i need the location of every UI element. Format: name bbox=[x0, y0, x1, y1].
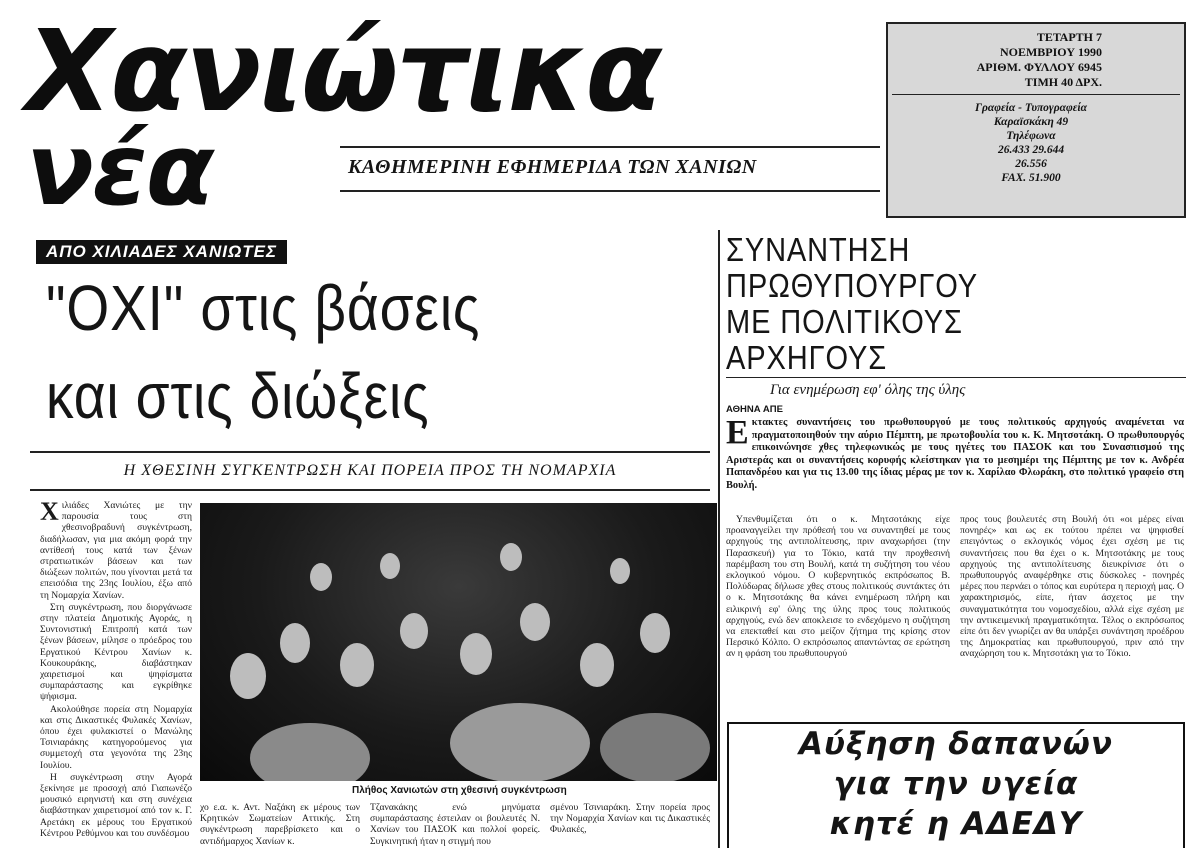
side-title-line: ΑΡΧΗΓΟΥΣ bbox=[726, 339, 888, 376]
headline-rule bbox=[30, 451, 710, 453]
side-story-lead bbox=[726, 417, 1184, 513]
side-story-column-1 bbox=[726, 514, 950, 718]
issue-price: ΤΙΜΗ 40 ΔΡΧ. bbox=[1024, 75, 1102, 89]
side-story-column-2 bbox=[960, 514, 1184, 718]
adedy-advert bbox=[727, 722, 1185, 848]
main-story-column-2 bbox=[200, 802, 360, 848]
advert-line: κητέ η ΑΔΕΔΥ bbox=[829, 806, 1083, 842]
drop-cap: Χ bbox=[40, 500, 59, 526]
main-headline-line2: και στις διώξεις bbox=[46, 360, 430, 432]
subhead-rule bbox=[30, 489, 710, 491]
main-headline-line1: "ΟΧΙ" στις βάσεις bbox=[46, 272, 481, 344]
tagline-rule-bottom bbox=[340, 190, 880, 192]
main-story-paragraph: σμένου Τσινιαράκη. Στην πορεία προς την Νομαρχία Χανίων και τις Δικαστικές Φυλακές, bbox=[550, 802, 710, 836]
main-story-lead: ιλιάδες Χανιώτες με την παρουσία τους στη χθεσινοβραδυνή συγκέντρωση, διαδήλωσαν, για μια ακόμη φορά την αντίθεσή τους κατά των ξένων στρατιωτικών βάσεων και των διώξεων πολιτών, που γίνονται μετά τα επεισόδια της 23ης Ιουλίου, έξω από τη Νομαρχία Χανίων. bbox=[40, 500, 192, 601]
issue-number: ΑΡΙΘΜ. ΦΥΛΛΟΥ 6945 bbox=[976, 60, 1102, 74]
advert-line: Αύξηση δαπανών bbox=[799, 726, 1113, 762]
main-story-column-3 bbox=[370, 802, 540, 848]
side-title-line: ΠΡΩΘΥΠΟΥΡΓΟΥ bbox=[726, 267, 979, 304]
main-story-paragraph: Ακολούθησε πορεία στη Νομαρχία και στις Δικαστικές Φυλακές Χανίων, όπου έχει φυλακιστεί ο Μανώλης Τσινιαράκης κατηγορούμενος για συμμετοχή στα γεγονότα της 23ης Ιουλίου. bbox=[40, 703, 192, 771]
masthead-subtitle: νέα bbox=[26, 111, 213, 228]
side-story-title bbox=[726, 232, 1012, 376]
publisher-address bbox=[888, 95, 1184, 185]
tagline-rule-top bbox=[340, 146, 880, 148]
address-line: 26.556 bbox=[1015, 158, 1047, 170]
issue-info-box bbox=[886, 22, 1186, 218]
side-title-rule bbox=[726, 377, 1186, 378]
issue-day: ΤΕΤΑΡΤΗ 7 bbox=[1036, 30, 1102, 44]
masthead-tagline: ΚΑΘΗΜΕΡΙΝΗ ΕΦΗΜΕΡΙΔΑ ΤΩΝ ΧΑΝΙΩΝ bbox=[348, 156, 757, 178]
side-story-paragraph: προς τους βουλευτές στη Βουλή ότι «οι μέρες είναι πονηρές» και ως εκ τούτου πρέπει να ψηφισθεί επειγόντως ο εκλογικός νόμος έχει σχέση με τις συναντήσεις που θα έχει ο κ. Μητσοτάκης με τους αρχηγούς της αντιπολίτευσης διευκρίνισε ότι ο πρωθυπουργός αναφέρθηκε στις δύσκολες - πονηρές μέρες που περνάει ο τόπος και ευρύτερα η περιοχή μας. Ο χαρακτηρισμός, είπε, ήταν άσχετος με την συναγματικότητα του νομοσχεδίου, αλλά είχε σχέση με την αντικειμενική πραγματικότητα. Τέλος ο εκπρόσωπος είπε ότι δεν γνωρίζει αν θα υπάρξει συνάντηση προέδρου της Δημοκρατίας και πρωθυπουργού, πριν από την αναχώρηση του κ. Μητσοτάκη για το Τόκιο. bbox=[960, 514, 1184, 660]
photo-caption: Πλήθος Χανιωτών στη χθεσινή συγκέντρωση bbox=[352, 785, 567, 796]
main-story-column-1 bbox=[40, 500, 192, 848]
address-line: FAX. 51.900 bbox=[1001, 172, 1061, 184]
main-story-kicker: ΑΠΟ ΧΙΛΙΑΔΕΣ ΧΑΝΙΩΤΕΣ bbox=[36, 240, 287, 264]
side-lead-text: κτακτες συναντήσεις του πρωθυπουργού με τους πολιτικούς αρχηγούς αναμένεται να πραγματοποιηθούν την αύριο Πέμπτη, με πρωτοβουλία του κ. Κ. Μητσοτάκη. Ο πρωθυπουργός επικοινώνησε χθες τηλεφωνικώς με τους ηγέτες του ΠΑΣΟΚ και του Συνασπισμού της Αριστεράς και οι συναντήσεις κορυφής κλείστηκαν για το μεσημέρι της Πέμπτης με τον κ. Ανδρέα Παπανδρέου και για τις 13.00 της ίδιας μέρας με τον κ. Χαρίλαο Φλωράκη, στο πολιτικό γραφείο στη Βουλή. bbox=[726, 417, 1184, 491]
issue-details bbox=[888, 24, 1184, 90]
issue-date: ΝΟΕΜΒΡΙΟΥ 1990 bbox=[999, 45, 1102, 59]
main-story-paragraph: Η συγκέντρωση στην Αγορά ξεκίνησε με προσοχή από Γιαπωνέζο μουσικό ειρηνιστή και στη συνέχεια διαβάστηκαν χαιρετισμοί από τον κ. Γ. Αρετάκη εκ μέρους του Εργατικού Κέντρου Ρεθύμνου και του συνδέσμου bbox=[40, 771, 192, 839]
advert-line: για την υγεία bbox=[833, 766, 1079, 802]
side-title-line: ΣΥΝΑΝΤΗΣΗ bbox=[726, 231, 911, 268]
crowd-photo bbox=[200, 503, 717, 781]
address-line: Καραϊσκάκη 49 bbox=[993, 116, 1069, 128]
main-subhead: Η ΧΘΕΣΙΝΗ ΣΥΓΚΕΝΤΡΩΣΗ ΚΑΙ ΠΟΡΕΙΑ ΠΡΟΣ ΤΗ ΝΟΜΑΡΧΙΑ bbox=[123, 462, 617, 479]
address-line: Τηλέφωνα bbox=[1006, 130, 1056, 142]
address-line: 26.433 29.644 bbox=[997, 144, 1065, 156]
main-story-column-4 bbox=[550, 802, 710, 848]
side-story-dateline: ΑΘΗΝΑ ΑΠΕ bbox=[726, 404, 783, 415]
drop-cap: Ε bbox=[726, 417, 749, 451]
main-story-paragraph: χο ε.α. κ. Αντ. Ναξάκη εκ μέρους των Κρητικών Σωματείων Αττικής. Στη συγκέντρωση παρεβρίσκετο και ο αντιδήμαρχος Χανίων κ. bbox=[200, 802, 360, 847]
main-story-paragraph: Στη συγκέντρωση, που διοργάνωσε στην πλατεία Δημοτικής Αγοράς, η Συντονιστική Επιτροπή κατά των ξένων βάσεων, μίλησε ο πρόεδρος του Εργατικού Κέντρου Χανίων κ. Κουκουράκης, διαβάστηκαν χαιρετισμοί και ψηφίσματα συμπαράστασης και εγκρίθηκε ψήφισμα. bbox=[40, 601, 192, 703]
column-separator bbox=[718, 230, 720, 848]
masthead-title: Χανιώτικα bbox=[26, 7, 661, 137]
main-story-paragraph: Τζανακάκης ενώ μηνύματα συμπαράστασης έστειλαν οι βουλευτές Ν. Χανίων του ΠΑΣΟΚ και πολλοί φορείς. Συγκινητική ήταν η στιγμή που bbox=[370, 802, 540, 847]
address-line: Γραφεία - Τυπογραφεία bbox=[975, 102, 1087, 114]
side-title-line: ΜΕ ΠΟΛΙΤΙΚΟΥΣ bbox=[726, 303, 963, 340]
side-story-subtitle: Για ενημέρωση εφ' όλης της ύλης bbox=[770, 382, 966, 398]
side-story-paragraph: Υπενθυμίζεται ότι ο κ. Μητσοτάκης είχε προαναγγείλει την πρόθεσή του να συναντηθεί με τους αρχηγούς της αντιπολίτευσης, πριν αναχωρήσει (την Παρασκευή) για το Τόκιο, κατά την προχθεσινή παρέμβαση του στη Βουλή, κατά τη συζήτηση του νέου εκλογικού νόμου. Ο κυβερνητικός εκπρόσωπος Β. Πολύδωρας δήλωσε χθες στους πολιτικούς συντάκτες ότι ο κ. Μητσοτάκης θα κάνει ενημέρωση πλήρη και ειλικρινή εφ' όλης της ύλης προς τους πολιτικούς αρχηγούς, ενώ δεν αποκλεισε το ενδεχόμενο η συζήτηση να επεκταθεί και στο μείζον ζήτημα της κρίσης στον Περσικό Κόλπο. Ο εκπρόσωπος απαντώντας σε ερώτηση αν η φράση του πρωθυπουργού bbox=[726, 514, 950, 660]
